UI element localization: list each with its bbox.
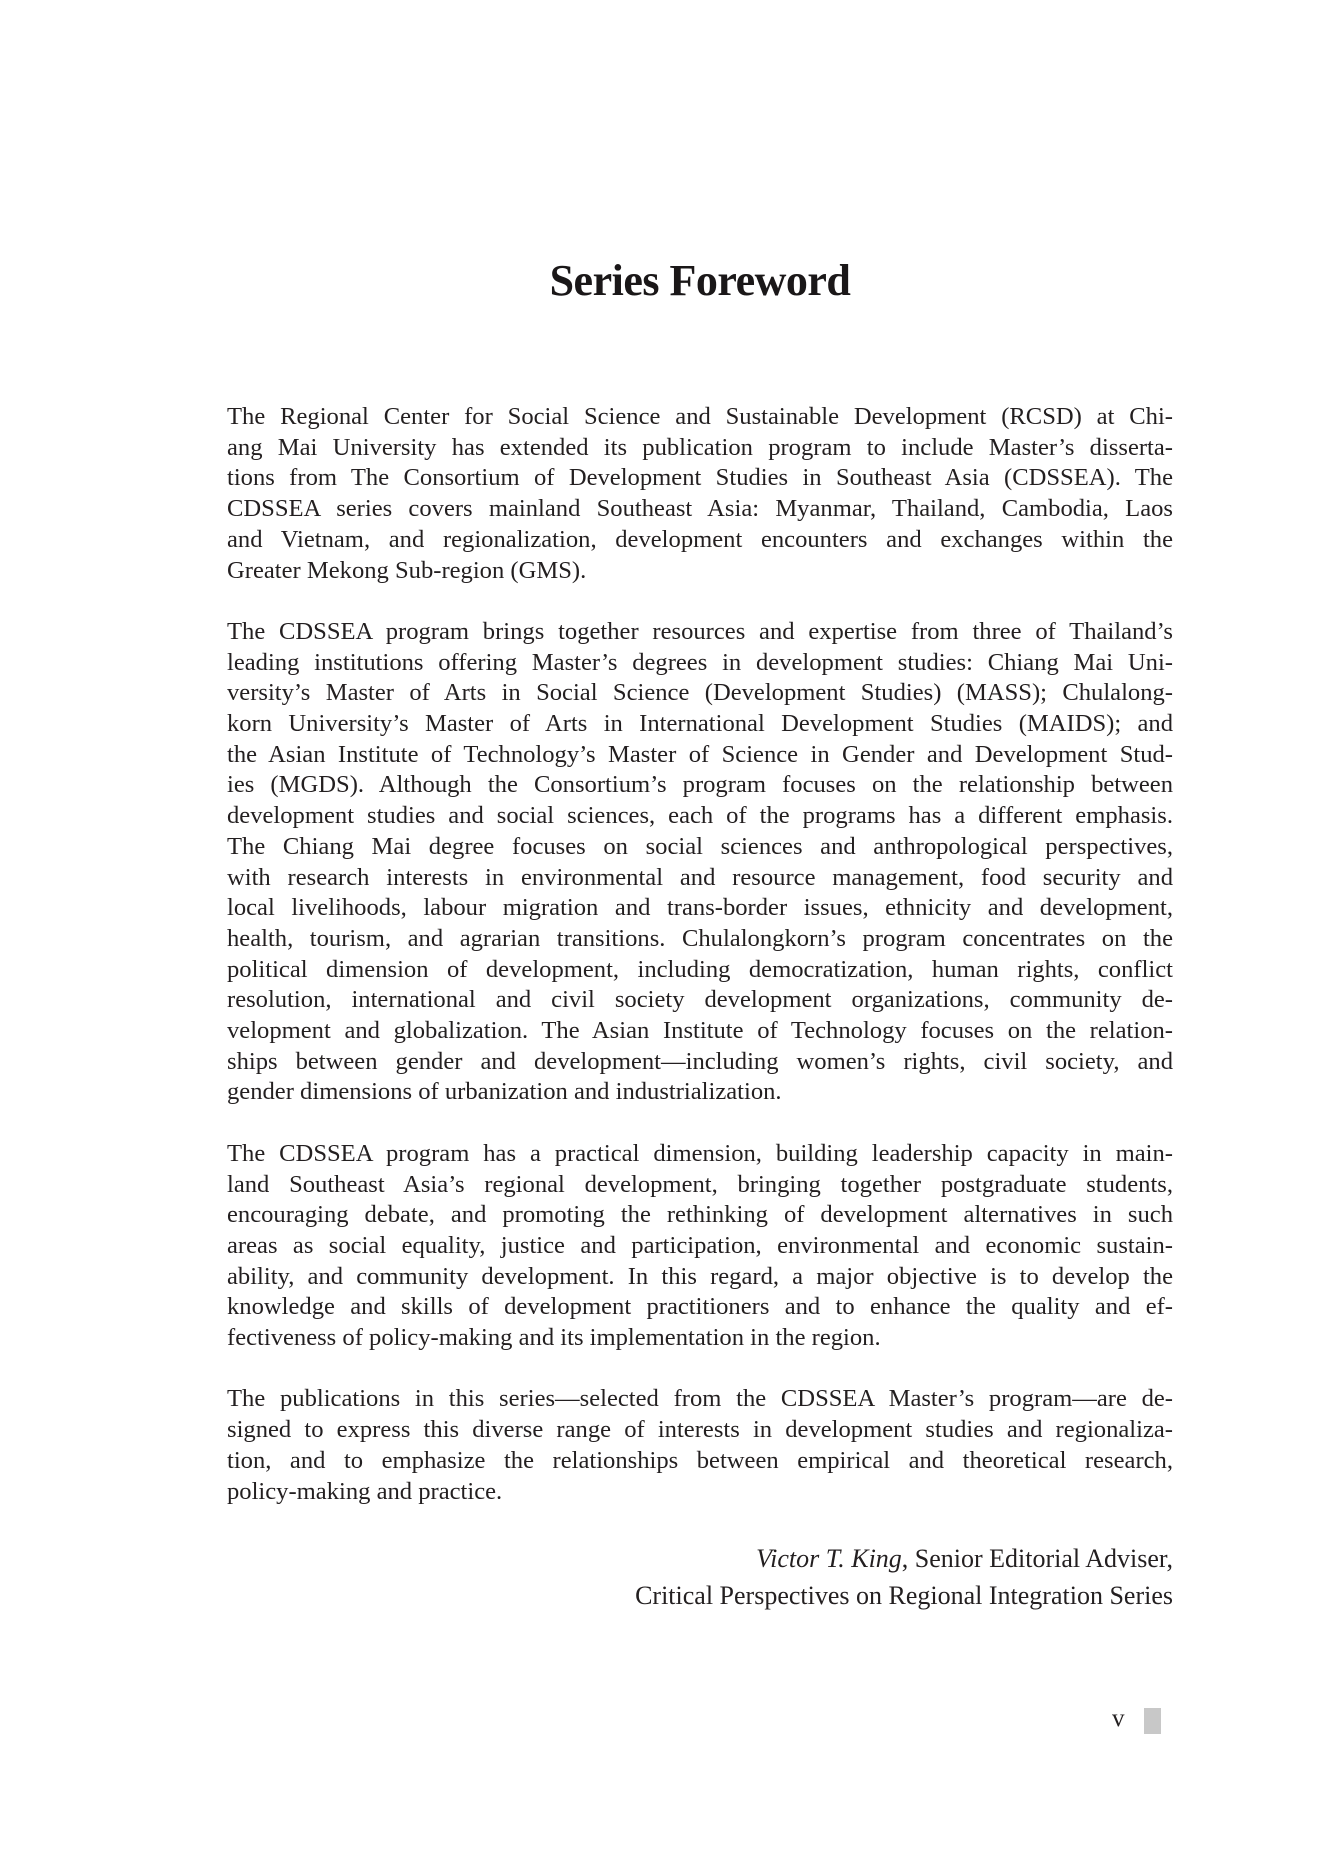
page-title: Series Foreword: [549, 256, 851, 306]
text-line: versity’s Master of Arts in Social Science (Development Studies) (MASS); Chulalong-: [227, 679, 1173, 707]
paragraph-1: [227, 402, 1173, 586]
text-line: policy-making and practice.: [227, 1477, 503, 1505]
text-line: signed to express this diverse range of interests in development studies and regionaliza-: [227, 1416, 1173, 1444]
paragraph-4: [227, 1384, 1173, 1507]
text-line: local livelihoods, labour migration and trans-border issues, ethnicity and development,: [227, 894, 1173, 922]
text-line: tions from The Consortium of Development Studies in Southeast Asia (CDSSEA). The: [227, 464, 1173, 492]
page-edge-marker: [1144, 1708, 1161, 1734]
text-line: leading institutions offering Master’s degrees in development studies: Chiang Mai Uni-: [227, 648, 1173, 676]
text-line: ability, and community development. In this regard, a major objective is to develop the: [227, 1262, 1173, 1290]
paragraph-3: [227, 1139, 1173, 1354]
page-number: v: [1112, 1705, 1125, 1732]
signature-block: [635, 1540, 1173, 1614]
text-line: the Asian Institute of Technology’s Master of Science in Gender and Development Stud-: [227, 740, 1173, 768]
signature-line-1: [635, 1540, 1173, 1577]
text-line: fectiveness of policy-making and its implementation in the region.: [227, 1324, 881, 1352]
text-line: The CDSSEA program brings together resources and expertise from three of Thailand’s: [227, 617, 1173, 645]
text-line: ang Mai University has extended its publication program to include Master’s disserta-: [227, 433, 1173, 461]
text-line: with research interests in environmental and resource management, food security and: [227, 863, 1173, 891]
text-line: health, tourism, and agrarian transitions. Chulalongkorn’s program concentrates on the: [227, 924, 1173, 952]
author-role: , Senior Editorial Adviser,: [901, 1544, 1173, 1573]
text-line: The Chiang Mai degree focuses on social sciences and anthropological perspectives,: [227, 832, 1173, 860]
text-line: and Vietnam, and regionalization, development encounters and exchanges within the: [227, 525, 1173, 553]
text-line: velopment and globalization. The Asian Institute of Technology focuses on the relation-: [227, 1017, 1173, 1045]
text-line: CDSSEA series covers mainland Southeast Asia: Myanmar, Thailand, Cambodia, Laos: [227, 495, 1173, 523]
text-line: areas as social equality, justice and participation, environmental and economic sustain-: [227, 1231, 1173, 1259]
text-line: The Regional Center for Social Science and Sustainable Development (RCSD) at Chi-: [227, 403, 1173, 430]
text-line: knowledge and skills of development practitioners and to enhance the quality and ef-: [227, 1293, 1173, 1321]
text-line: ships between gender and development—including women’s rights, civil society, and: [227, 1047, 1173, 1075]
text-line: land Southeast Asia’s regional development, bringing together postgraduate students,: [227, 1170, 1173, 1198]
foreword-body: [227, 402, 1173, 1538]
text-line: resolution, international and civil society development organizations, community de-: [227, 986, 1173, 1014]
text-line: The CDSSEA program has a practical dimension, building leadership capacity in main-: [227, 1139, 1173, 1167]
text-line: gender dimensions of urbanization and industrialization.: [227, 1078, 782, 1106]
paragraph-2: [227, 617, 1173, 1108]
text-line: The publications in this series—selected from the CDSSEA Master’s program—are de-: [227, 1385, 1173, 1413]
text-line: development studies and social sciences, each of the programs has a different emphasis.: [227, 802, 1173, 830]
text-line: korn University’s Master of Arts in International Development Studies (MAIDS); and: [227, 710, 1173, 738]
author-name: Victor T. King: [756, 1544, 902, 1573]
text-line: political dimension of development, including democratization, human rights, conflict: [227, 955, 1173, 983]
text-line: tion, and to emphasize the relationships between empirical and theoretical research,: [227, 1446, 1173, 1474]
series-name: Critical Perspectives on Regional Integration Series: [635, 1581, 1173, 1610]
text-line: encouraging debate, and promoting the rethinking of development alternatives in such: [227, 1201, 1173, 1229]
text-line: ies (MGDS). Although the Consortium’s program focuses on the relationship between: [227, 771, 1173, 799]
text-line: Greater Mekong Sub-region (GMS).: [227, 556, 587, 584]
